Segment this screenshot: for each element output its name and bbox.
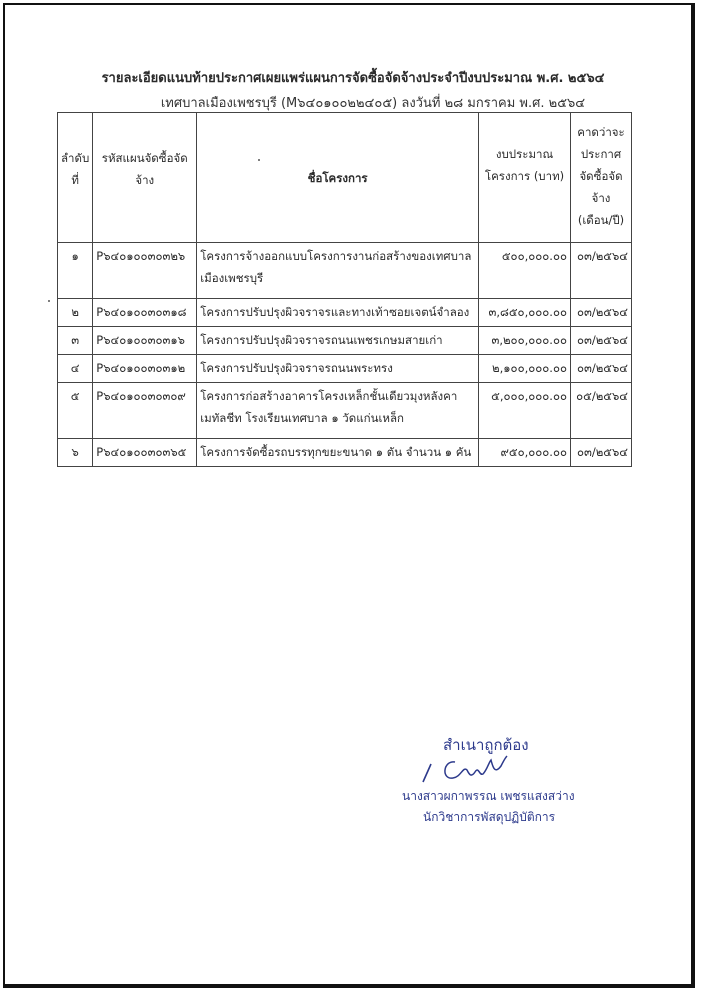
row-budget: ๕๐๐,๐๐๐.๐๐ (479, 243, 571, 299)
certified-copy-stamp: สำเนาถูกต้อง (443, 736, 529, 754)
row-index: ๒ (58, 299, 93, 327)
signature-mark (415, 750, 525, 786)
row-month: ๐๓/๒๕๖๔ (571, 299, 632, 327)
row-month: ๐๓/๒๕๖๔ (571, 243, 632, 299)
row-month: ๐๓/๒๕๖๔ (571, 327, 632, 355)
row-budget: ๓,๒๐๐,๐๐๐.๐๐ (479, 327, 571, 355)
row-code: P๖๔๐๑๐๐๓๐๓๑๖ (93, 327, 197, 355)
row-budget: ๙๕๐,๐๐๐.๐๐ (479, 439, 571, 467)
table-row (58, 299, 632, 327)
row-budget: ๓,๘๕๐,๐๐๐.๐๐ (479, 299, 571, 327)
row-name: โครงการก่อสร้างอาคารโครงเหล็กชั้นเดียวมุงหลังคาเมทัลชีท โรงเรียนเทศบาล ๑ วัดแก่นเหล็ก (197, 383, 479, 439)
row-name: โครงการปรับปรุงผิวจราจรถนนพระทรง (197, 355, 479, 383)
row-budget: ๒,๑๐๐,๐๐๐.๐๐ (479, 355, 571, 383)
row-code: P๖๔๐๑๐๐๓๐๓๐๙ (93, 383, 197, 439)
row-name: โครงการจัดซื้อรถบรรทุกขยะขนาด ๑ ตัน จำนวน ๑ คัน (197, 439, 479, 467)
row-name: โครงการปรับปรุงผิวจราจรและทางเท้าซอยเจตน์จำลอง (197, 299, 479, 327)
row-index: ๖ (58, 439, 93, 467)
scan-speck (258, 159, 260, 161)
row-index: ๔ (58, 355, 93, 383)
row-index: ๑ (58, 243, 93, 299)
row-name: โครงการจ้างออกแบบโครงการงานก่อสร้างของเทศบาลเมืองเพชรบุรี (197, 243, 479, 299)
header-month: คาดว่าจะประกาศจัดซื้อจัดจ้าง (เดือน/ปี) (571, 113, 632, 243)
procurement-plan-table (57, 112, 632, 467)
header-budget: งบประมาณโครงการ (บาท) (479, 113, 571, 243)
row-code: P๖๔๐๑๐๐๓๐๓๖๕ (93, 439, 197, 467)
table-header-row (58, 113, 632, 243)
certifier-name: นางสาวผกาพรรณ เพชรแสงสว่าง (402, 789, 575, 803)
row-index: ๕ (58, 383, 93, 439)
table-row (58, 355, 632, 383)
row-budget: ๕,๐๐๐,๐๐๐.๐๐ (479, 383, 571, 439)
certifier-position: นักวิชาการพัสดุปฏิบัติการ (423, 810, 556, 824)
table-row (58, 439, 632, 467)
row-code: P๖๔๐๑๐๐๓๐๓๒๖ (93, 243, 197, 299)
table-row (58, 383, 632, 439)
row-month: ๐๓/๒๕๖๔ (571, 439, 632, 467)
header-code: รหัสแผนจัดซื้อจัดจ้าง (93, 113, 197, 243)
row-month: ๐๓/๒๕๖๔ (571, 355, 632, 383)
row-name: โครงการปรับปรุงผิวจราจรถนนเพชรเกษมสายเก่า (197, 327, 479, 355)
header-index: ลำดับที่ (58, 113, 93, 243)
row-code: P๖๔๐๑๐๐๓๐๓๑๒ (93, 355, 197, 383)
header-name: ชื่อโครงการ (197, 113, 479, 243)
row-code: P๖๔๐๑๐๐๓๐๓๑๘ (93, 299, 197, 327)
document-title: รายละเอียดแนบท้ายประกาศเผยแพร่แผนการจัดซื้อจัดจ้างประจำปีงบประมาณ พ.ศ. ๒๕๖๔ (101, 71, 605, 86)
row-month: ๐๕/๒๕๖๔ (571, 383, 632, 439)
row-index: ๓ (58, 327, 93, 355)
table-row (58, 243, 632, 299)
document-subtitle: เทศบาลเมืองเพชรบุรี (M๖๔๐๑๐๐๒๒๔๐๕) ลงวันที่ ๒๘ มกราคม พ.ศ. ๒๕๖๔ (160, 96, 586, 111)
table-row (58, 327, 632, 355)
scan-speck (48, 300, 50, 302)
